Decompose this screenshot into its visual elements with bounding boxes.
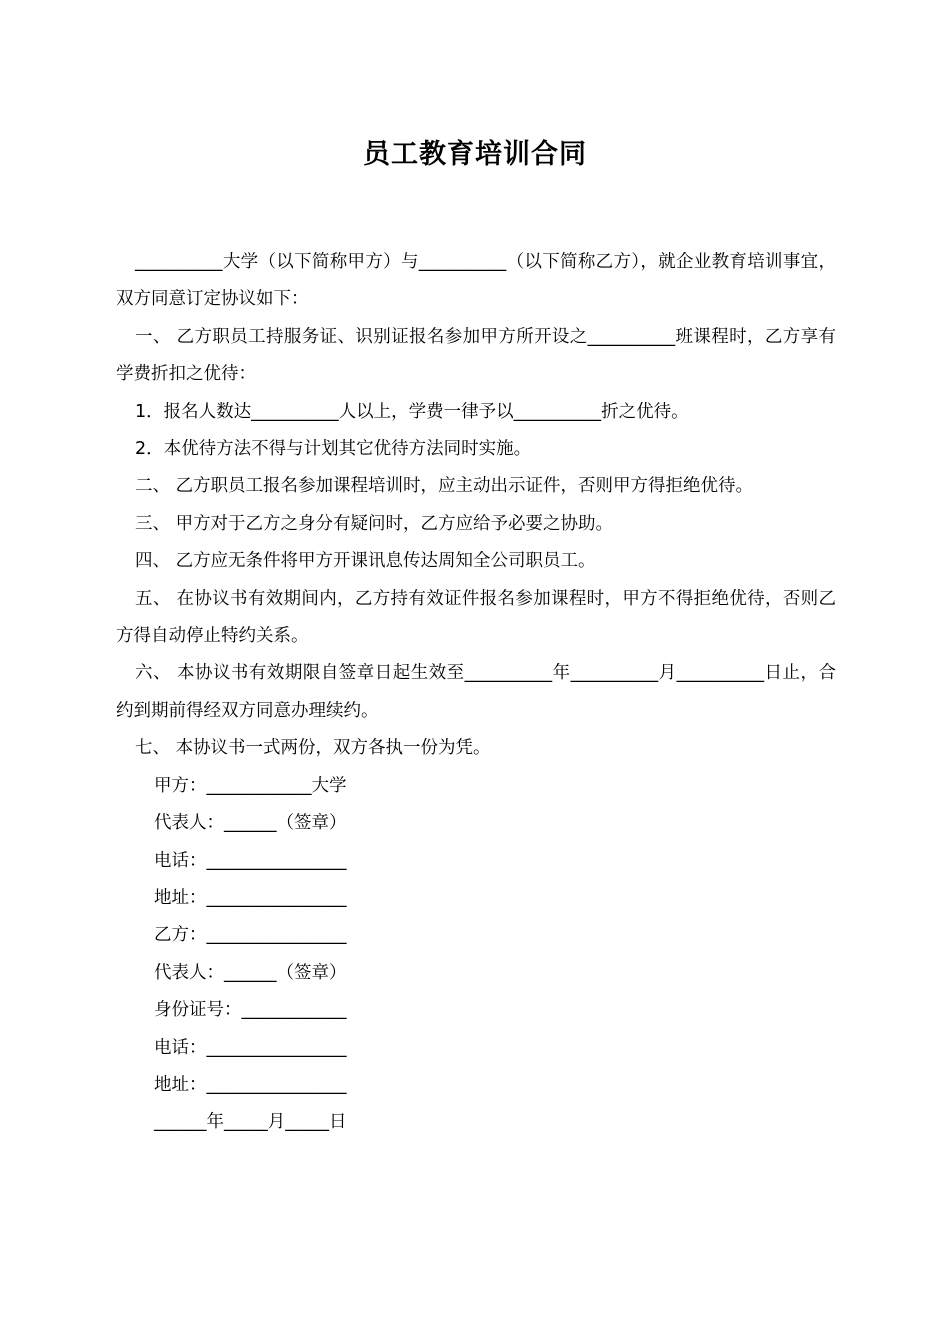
intro-paragraph: __________大学（以下简称甲方）与__________（以下简称乙方），就企业教育培训事宜，双方同意订定协议如下：: [116, 252, 836, 310]
clause-2: 二、 乙方职员工报名参加课程培训时，应主动出示证件，否则甲方得拒绝优待。: [135, 476, 754, 497]
party-a-representative-line: 代表人：______（签章）: [154, 813, 347, 834]
clause-1-item-1: 1．报名人数达__________人以上，学费一律予以__________折之优待。: [135, 401, 689, 422]
clause-3: 三、 甲方对于乙方之身分有疑问时，乙方应给予必要之协助。: [135, 513, 614, 534]
clause-6: 六、 本协议书有效期限自签章日起生效至__________年__________月__________日止，合约到期前得经双方同意办理续约。: [116, 663, 836, 721]
party-b-line: 乙方：________________: [154, 925, 347, 946]
contract-body: [116, 244, 836, 1142]
clause-1: 一、 乙方职员工持服务证、识别证报名参加甲方所开设之__________班课程时，乙方享有学费折扣之优待：: [116, 326, 836, 385]
signature-block: [116, 768, 836, 1142]
party-a-phone-line: 电话：________________: [154, 850, 347, 871]
party-a-line: 甲方：____________大学: [154, 775, 347, 796]
clause-1-item-2: 2．本优待方法不得与计划其它优待方法同时实施。: [135, 439, 532, 460]
clause-4: 四、 乙方应无条件将甲方开课讯息传达周知全公司职员工。: [135, 551, 596, 572]
party-b-representative-line: 代表人：______（签章）: [154, 962, 347, 983]
document-title: 员工教育培训合同: [363, 139, 587, 170]
party-a-address-line: 地址：________________: [154, 887, 347, 908]
clause-7: 七、 本协议书一式两份，双方各执一份为凭。: [135, 738, 491, 759]
clause-5: 五、 在协议书有效期间内，乙方持有效证件报名参加课程时，甲方不得拒绝优待，否则乙方得自动停止特约关系。: [116, 588, 836, 647]
party-b-id-number-line: 身份证号：____________: [154, 1000, 347, 1021]
party-b-phone-line: 电话：________________: [154, 1037, 347, 1058]
date-line: ______年_____月_____日: [154, 1112, 347, 1133]
party-b-address-line: 地址：________________: [154, 1074, 347, 1095]
